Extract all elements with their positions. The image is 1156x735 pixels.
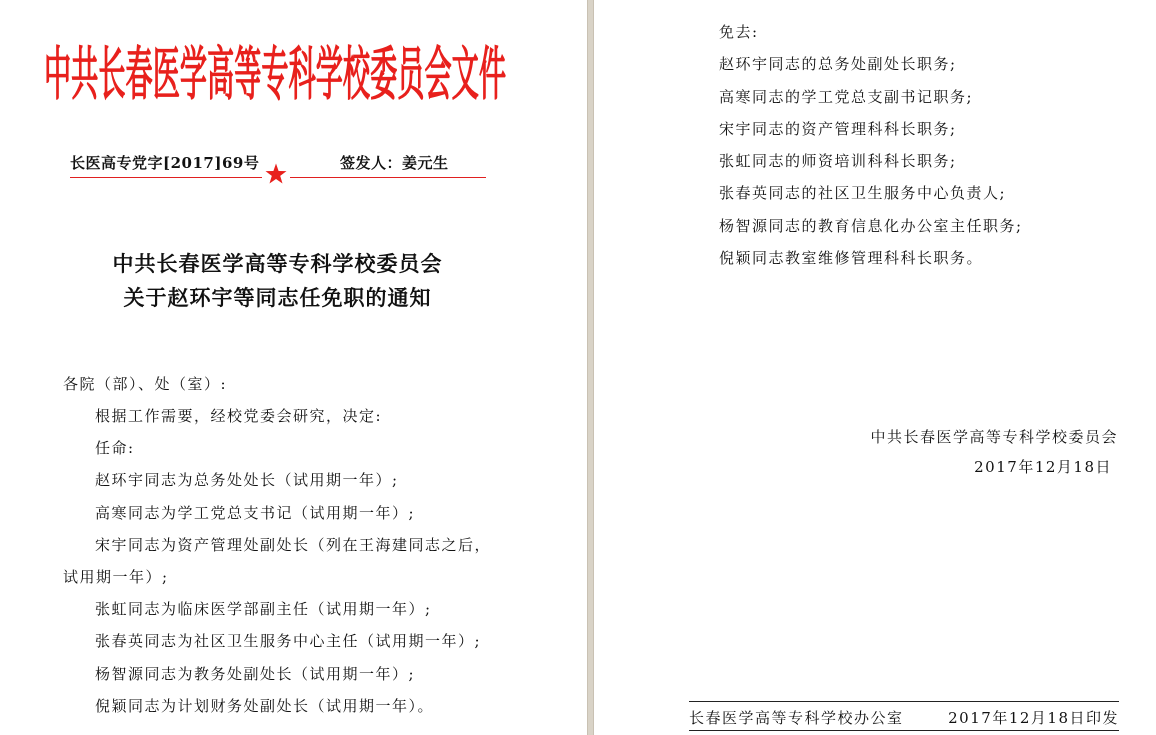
- document-number: 长医高专党字[2017]69号: [70, 154, 260, 172]
- appoint-heading: 任命:: [95, 439, 135, 457]
- appointment-item: 杨智源同志为教务处副处长（试用期一年）;: [95, 665, 416, 683]
- notice-title-line2: 关于赵环宇等同志任免职的通知: [123, 286, 432, 310]
- page-gutter: [587, 0, 594, 735]
- remove-heading: 免去:: [719, 23, 759, 41]
- footer-rule-bottom: [689, 730, 1119, 731]
- signature-org: 中共长春医学高等专科学校委员会: [870, 428, 1118, 446]
- removal-item: 赵环宇同志的总务处副处长职务;: [719, 55, 957, 73]
- removal-item: 张春英同志的社区卫生服务中心负责人;: [719, 184, 1007, 202]
- notice-title-line1: 中共长春医学高等专科学校委员会: [112, 252, 443, 276]
- footer-rule-top: [689, 701, 1119, 702]
- removal-item: 宋宇同志的资产管理科科长职务;: [719, 120, 957, 138]
- red-star-icon: [265, 163, 287, 185]
- red-header-banner: [44, 30, 514, 106]
- appointment-item: 张虹同志为临床医学部副主任（试用期一年）;: [95, 600, 432, 618]
- removal-item: 高寒同志的学工党总支副书记职务;: [719, 88, 974, 106]
- footer-office: 长春医学高等专科学校办公室: [689, 709, 904, 727]
- salutation: 各院（部）、处（室）:: [63, 375, 228, 393]
- removal-item: 杨智源同志的教育信息化办公室主任职务;: [719, 217, 1023, 235]
- appointment-item: 高寒同志为学工党总支书记（试用期一年）;: [95, 504, 416, 522]
- appointment-item: 赵环宇同志为总务处处长（试用期一年）;: [95, 471, 399, 489]
- footer-print-date: 2017年12月18日印发: [948, 709, 1119, 727]
- org-banner-text: 中共长春医学高等专科学校委员会文件: [44, 40, 506, 106]
- red-rule-left: [70, 177, 262, 178]
- appointment-item-continued: 试用期一年）;: [63, 568, 169, 586]
- red-rule-right: [290, 177, 486, 178]
- appointment-item: 倪颖同志为计划财务处副处长（试用期一年）。: [95, 697, 435, 715]
- document-page-right: [594, 0, 1156, 735]
- removal-item: 张虹同志的师资培训科科长职务;: [719, 152, 957, 170]
- appointment-item: 张春英同志为社区卫生服务中心主任（试用期一年）;: [95, 632, 482, 650]
- banner-svg: [44, 30, 514, 106]
- signature-date: 2017年12月18日: [974, 458, 1112, 476]
- appointment-item: 宋宇同志为资产管理处副处长（列在王海建同志之后，: [95, 536, 492, 554]
- signer-line: 签发人：姜元生: [340, 154, 449, 172]
- removal-item: 倪颖同志教室维修管理科科长职务。: [719, 249, 984, 267]
- intro-paragraph: 根据工作需要，经校党委会研究，决定:: [95, 407, 383, 425]
